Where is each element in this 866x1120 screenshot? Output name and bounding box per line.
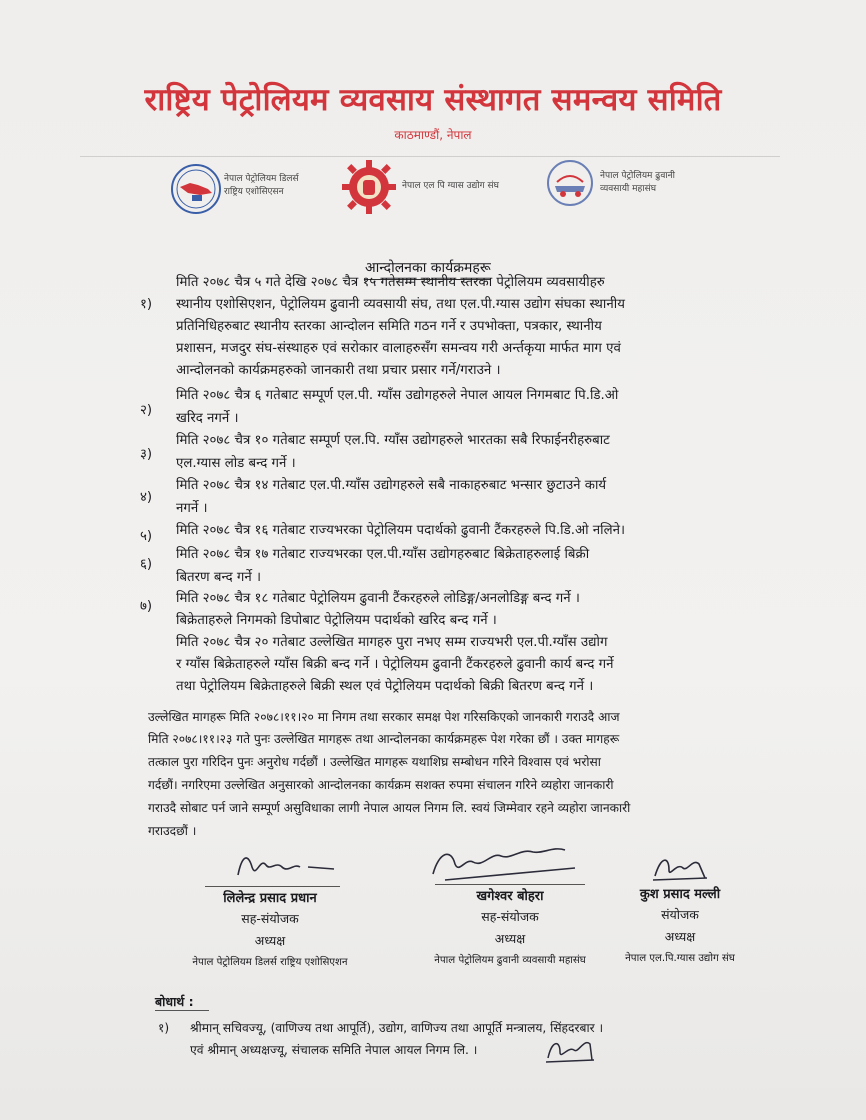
item-1-line-5: आन्दोलनको कार्यक्रमहरुको जानकारी तथा प्रचार प्रसार गर्ने/गराउने । bbox=[176, 363, 501, 378]
item-1-line-1: मिति २०७८ चैत्र ५ गते देखि २०७८ चैत्र १५ गतेसम्म स्थानीय स्तरका पेट्रोलियम व्यवसायीहरु bbox=[176, 275, 605, 290]
signatory-3-name: कुश प्रसाद मल्ली bbox=[639, 887, 721, 902]
item-3-number: ३) bbox=[140, 447, 153, 462]
item-1-line-2: स्थानीय एशोसिएशन, पेट्रोलियम ढुवानी व्यवसायी संघ, तथा एल.पी.ग्यास उद्योग संघका स्थानीय bbox=[176, 297, 625, 312]
paragraph-line-5: गराउदै सोबाट पर्न जाने सम्पूर्ण असुविधाका लागी नेपाल आयल निगम लि. स्वयं जिम्मेवार रहने व्यहोरा जानकारी bbox=[148, 801, 631, 815]
item-3-line-2: एल.ग्यास लोड बन्द गर्ने । bbox=[176, 456, 296, 471]
item-4-line-2: नगर्ने । bbox=[176, 501, 208, 516]
item-2-line-1: मिति २०७८ चैत्र ६ गतेबाट सम्पूर्ण एल.पी. ग्याँस उद्योगहरुले नेपाल आयल निगमबाट पि.डि.ओ bbox=[176, 388, 619, 403]
item-7-line-2: बिक्रेताहरुले निगमको डिपोबाट पेट्रोलियम पदार्थको खरिद बन्द गर्ने । bbox=[176, 613, 497, 628]
transport-federation-name bbox=[600, 170, 675, 196]
item-6-line-1: मिति २०७८ चैत्र १७ गतेबाट राज्यभरका एल.पी.ग्याँस उद्योगहरुबाट बिक्रेताहरुलाई बिक्री bbox=[176, 547, 590, 562]
initials-signature bbox=[540, 1032, 600, 1070]
signature-1 bbox=[230, 845, 340, 889]
signature-3 bbox=[645, 848, 715, 888]
item-7-line-5: तथा पेट्रोलियम बिक्रेताहरुले बिक्री स्थल एवं पेट्रोलियम पदार्थको बिक्री बितरण बन्द गर्ने । bbox=[176, 679, 594, 694]
paragraph-line-4: गर्दछौं। नगरिएमा उल्लेखित अनुसारको आन्दोलनका कार्यक्रम सशक्त रुपमा संचालन गरिने व्यहोरा जानकारी bbox=[148, 778, 614, 792]
paragraph-line-3: तत्काल पुरा गरिदिन पुनः अनुरोध गर्दछौं । उल्लेखित मागहरू यथाशिघ्र सम्बोधन गरिने विश्वास एवं भरोसा bbox=[148, 755, 601, 769]
signatory-2-org: नेपाल पेट्रोलियम ढुवानी व्यवसायी महासंघ bbox=[434, 955, 586, 966]
paragraph-line-2: मिति २०७८।११।२३ गते पुनः उल्लेखित मागहरू तथा आन्दोलनका कार्यक्रमहरू पेश गरेका छौं । उक्त मागहरू bbox=[148, 732, 620, 746]
cc-label-underline bbox=[155, 1010, 209, 1011]
lpg-industry-name bbox=[402, 180, 499, 193]
signatory-1-title: अध्यक्ष bbox=[254, 933, 286, 948]
signatory-1-role: सह-संयोजक bbox=[241, 911, 299, 926]
signature-2 bbox=[425, 838, 590, 890]
paragraph-line-6: गराउदछौं । bbox=[148, 824, 197, 838]
item-7-line-4: र ग्याँस बिक्रेताहरुले ग्याँस बिक्री बन्द गर्ने । पेट्रोलियम ढुवानी टैंकरहरुले ढुवानी कार्य बन्द गर्ने bbox=[176, 657, 614, 672]
signatory-2-title: अध्यक्ष bbox=[494, 931, 526, 946]
org1-line2: राष्ट्रिय एशोसिएसन bbox=[224, 187, 284, 197]
item-5-number: ५) bbox=[140, 529, 153, 544]
programs-heading: आन्दोलनका कार्यक्रमहरू bbox=[365, 258, 491, 280]
lpg-industry-gear-logo bbox=[340, 158, 398, 220]
item-4-line-1: मिति २०७८ चैत्र १४ गतेबाट एल.पी.ग्याँस उद्योगहरुले सबै नाकाहरुबाट भन्सार छुटाउने कार्य bbox=[176, 478, 607, 493]
item-2-number: २) bbox=[140, 403, 153, 418]
letterhead-title: राष्ट्रिय पेट्रोलियम व्यवसाय संस्थागत समन्वय समिति bbox=[144, 82, 722, 118]
item-6-number: ६) bbox=[140, 557, 153, 572]
cc-number: १) bbox=[158, 1021, 170, 1035]
item-2-line-2: खरिद नगर्ने । bbox=[176, 411, 239, 426]
org1-line1: नेपाल पेट्रोलियम डिलर्स bbox=[224, 174, 299, 184]
item-6-line-2: बितरण बन्द गर्ने । bbox=[176, 570, 262, 585]
signatory-2-role: सह-संयोजक bbox=[481, 909, 539, 924]
cc-line-1: श्रीमान् सचिवज्यू, (वाणिज्य तथा आपूर्ति), उद्योग, वाणिज्य तथा आपूर्ति मन्त्रालय, सिंहदरबार । bbox=[190, 1021, 604, 1035]
item-7-line-3: मिति २०७८ चैत्र २० गतेबाट उल्लेखित मागहरु पुरा नभए सम्म राज्यभरी एल.पी.ग्याँस उद्योग bbox=[176, 635, 608, 650]
item-1-number: १) bbox=[140, 297, 153, 312]
signatory-1-org: नेपाल पेट्रोलियम डिलर्स राष्ट्रिय एशोसिएशन bbox=[192, 957, 348, 968]
signatory-3-title: अध्यक्ष bbox=[664, 929, 696, 944]
item-7-number: ७) bbox=[140, 599, 153, 614]
signatory-3-org: नेपाल एल.पि.ग्यास उद्योग संघ bbox=[625, 953, 735, 964]
signatory-3-role: संयोजक bbox=[661, 907, 699, 922]
item-7-line-1: मिति २०७८ चैत्र १८ गतेबाट पेट्रोलियम ढुवानी टैंकरहरुले लोडिङ्ग/अनलोडिङ्ग बन्द गर्ने । bbox=[176, 591, 580, 606]
signature-line-2 bbox=[435, 884, 585, 885]
letterhead-divider bbox=[80, 156, 780, 157]
cc-line-2: एवं श्रीमान् अध्यक्षज्यू, संचालक समिति नेपाल आयल निगम लि. । bbox=[190, 1043, 478, 1057]
item-4-number: ४) bbox=[140, 490, 153, 505]
signatory-2-name: खगेश्वर बोहरा bbox=[476, 889, 544, 904]
item-3-line-1: मिति २०७८ चैत्र १० गतेबाट सम्पूर्ण एल.पि. ग्याँस उद्योगहरुले भारतका सबै रिफाईनरीहरुबाट bbox=[176, 433, 610, 448]
dealers-association-logo bbox=[170, 163, 222, 219]
item-1-line-4: प्रशासन, मजदुर संघ-संस्थाहरु एवं सरोकार वालाहरुसँग समन्वय गरी अर्न्तकृया मार्फत माग एवं bbox=[176, 341, 621, 356]
org3-line2: व्यवसायी महासंघ bbox=[600, 184, 657, 194]
dealers-association-name bbox=[224, 173, 299, 199]
item-5-line-1: मिति २०७८ चैत्र १६ गतेबाट राज्यभरका पेट्रोलियम पदार्थको ढुवानी टैंकरहरुले पि.डि.ओ नलिने। bbox=[176, 523, 626, 538]
signature-line-1 bbox=[205, 886, 340, 887]
item-1-line-3: प्रतिनिधिहरुबाट स्थानीय स्तरका आन्दोलन समिति गठन गर्ने र उपभोक्ता, पत्रकार, स्थानीय bbox=[176, 319, 602, 334]
letterhead-subtitle: काठमाण्डौं, नेपाल bbox=[394, 128, 472, 142]
org3-line1: नेपाल पेट्रोलियम ढुवानी bbox=[600, 171, 676, 181]
org2-line1: नेपाल एल पि ग्यास उद्योग संघ bbox=[402, 181, 499, 191]
cc-label: बोधार्थ : bbox=[155, 994, 194, 1009]
signatory-1-name: लिलेन्द्र प्रसाद प्रधान bbox=[223, 891, 317, 906]
paragraph-line-1: उल्लेखित मागहरू मिति २०७८।११।२० मा निगम तथा सरकार समक्ष पेश गरिसकिएको जानकारी गराउदै आज bbox=[148, 710, 620, 724]
transport-federation-logo bbox=[545, 158, 595, 212]
